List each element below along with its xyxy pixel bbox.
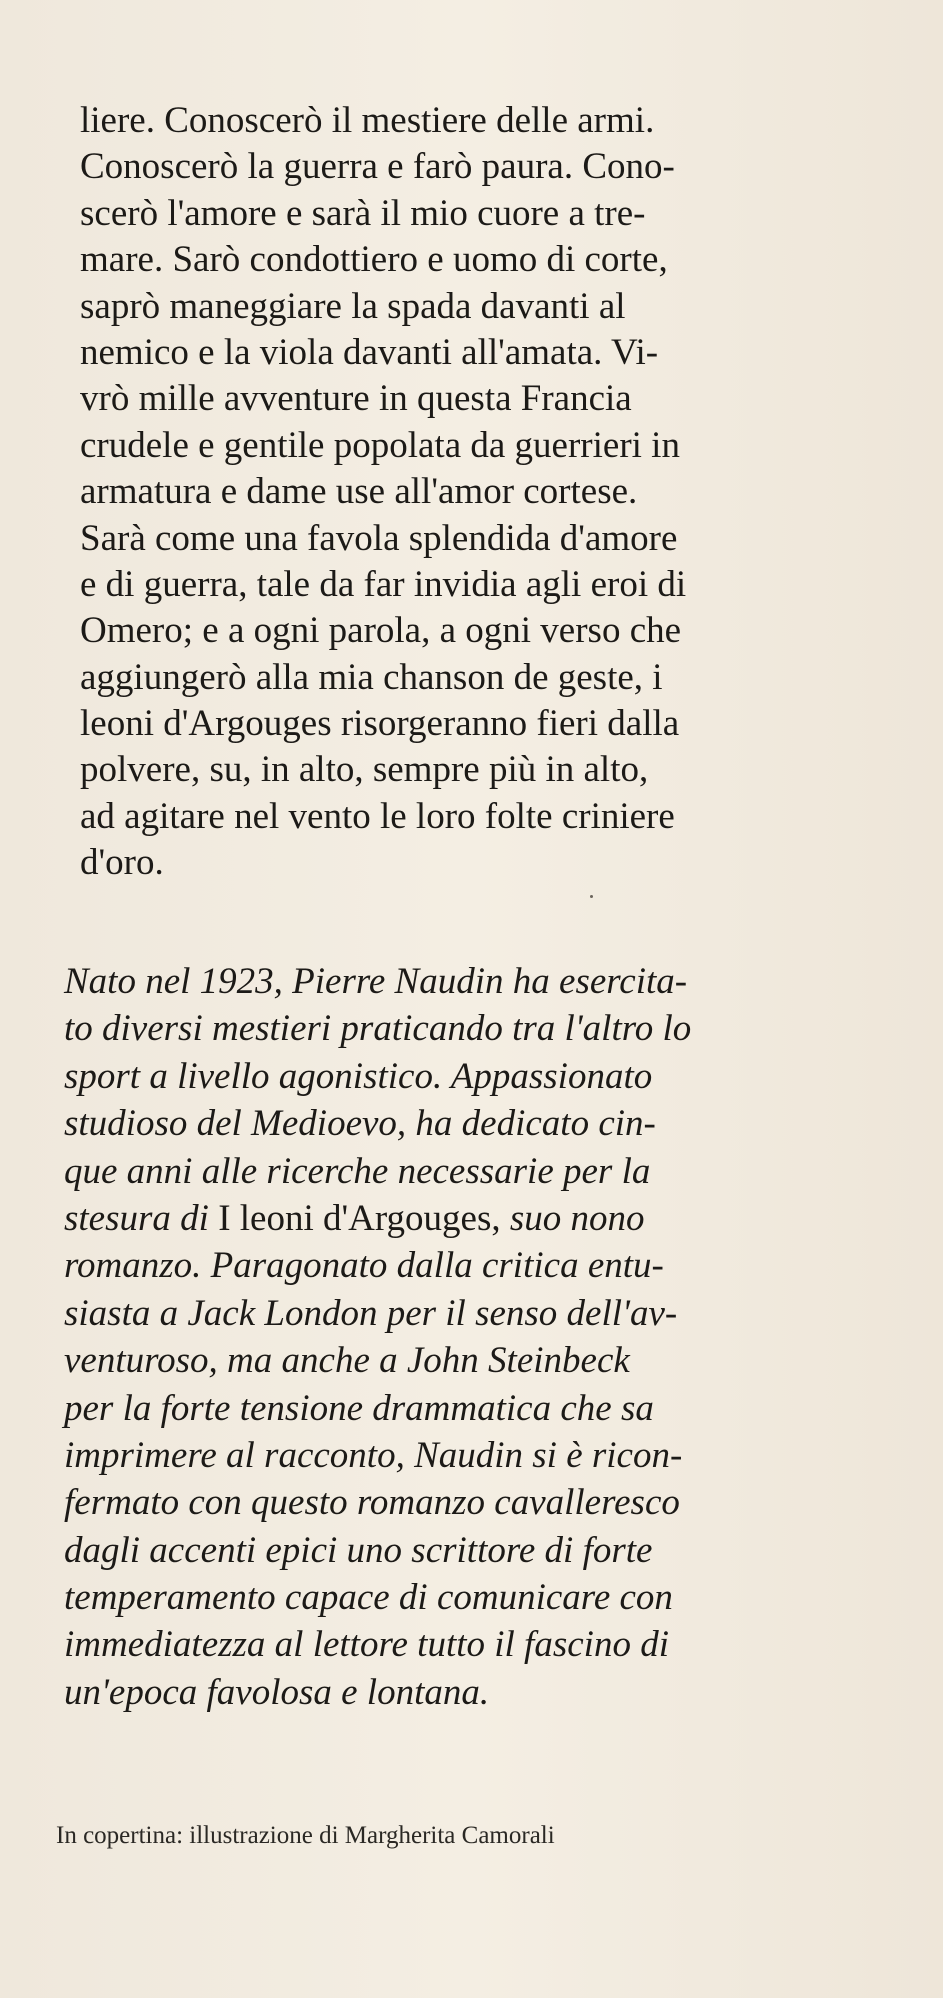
text-line: Nato nel 1923, Pierre Naudin ha esercita- <box>64 961 688 1002</box>
author-bio-paragraph <box>64 958 872 1716</box>
text-segment: stesura di <box>64 1197 209 1239</box>
text-line: leoni d'Argouges risorgeranno fieri dalla <box>80 703 680 745</box>
text-line: crudele e gentile popolata da guerrieri in <box>80 424 680 466</box>
text-line: armatura e dame use all'amor cortese. <box>80 471 638 513</box>
text-line: aggiungerò alla mia chanson de geste, i <box>80 656 663 698</box>
text-segment: suo nono <box>509 1197 645 1239</box>
text-line: romanzo. Paragonato dalla critica entu- <box>64 1245 664 1287</box>
text-line: dagli accenti epici uno scrittore di forte <box>64 1529 653 1571</box>
text-line <box>64 1195 872 1242</box>
text-line: mare. Sarò condottiero e uomo di corte, <box>80 239 668 281</box>
print-speck <box>590 895 593 898</box>
text-line: d'oro. <box>80 842 164 884</box>
text-line: Sarà come una favola splendida d'amore <box>80 517 678 559</box>
text-line: un'epoca favolosa e lontana. <box>64 1671 490 1713</box>
text-line: Conoscerò la guerra e farò paura. Cono- <box>80 146 675 188</box>
text-line: vrò mille avventure in questa Francia <box>80 378 632 420</box>
text-line: temperamento capace di comunicare con <box>64 1577 673 1619</box>
text-line: to diversi mestieri praticando tra l'altro lo <box>64 1008 692 1050</box>
text-line: scerò l'amore e sarà il mio cuore a tre- <box>80 192 646 234</box>
book-title: I leoni d'Argouges, <box>218 1197 501 1239</box>
text-line: Omero; e a ogni parola, a ogni verso che <box>80 610 682 652</box>
text-line: immediatezza al lettore tutto il fascino di <box>64 1624 669 1666</box>
text-line: sport a livello agonistico. Appassionato <box>64 1055 653 1097</box>
text-line: ad agitare nel vento le loro folte criniere <box>80 795 675 837</box>
text-line: per la forte tensione drammatica che sa <box>64 1387 654 1429</box>
text-line: e di guerra, tale da far invidia agli eroi di <box>80 563 687 605</box>
text-line: siasta a Jack London per il senso dell'av- <box>64 1292 678 1334</box>
text-line: studioso del Medioevo, ha dedicato cin- <box>64 1103 656 1145</box>
cover-credit: In copertina: illustrazione di Margherita Camorali <box>56 1822 555 1849</box>
text-line: saprò maneggiare la spada davanti al <box>80 285 626 327</box>
text-line: polvere, su, in alto, sempre più in alto, <box>80 749 649 791</box>
text-line: fermato con questo romanzo cavalleresco <box>64 1482 680 1524</box>
text-line: nemico e la viola davanti all'amata. Vi- <box>80 331 659 373</box>
text-line: liere. Conoscerò il mestiere delle armi. <box>80 100 655 141</box>
text-line: venturoso, ma anche a John Steinbeck <box>64 1340 630 1382</box>
synopsis-paragraph <box>80 98 880 887</box>
text-line: que anni alle ricerche necessarie per la <box>64 1150 651 1192</box>
text-line: imprimere al racconto, Naudin si è ricon- <box>64 1434 683 1476</box>
